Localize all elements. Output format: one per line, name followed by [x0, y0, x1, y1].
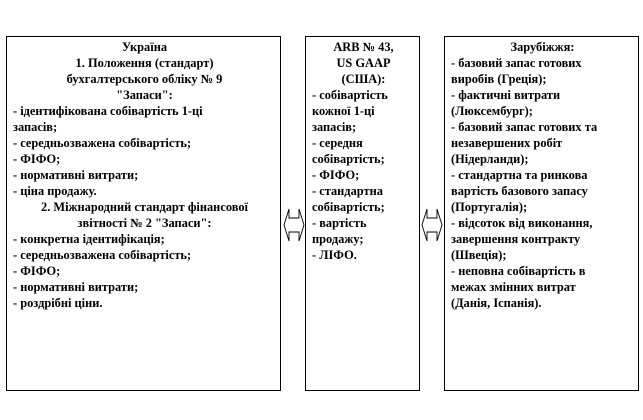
ukraine-box — [6, 36, 281, 391]
usa-line: - вартість — [312, 216, 367, 230]
ukraine-line: звітності № 2 "Запаси": — [77, 216, 212, 230]
ukraine-line: - ідентифікована собівартість 1-ці — [13, 104, 203, 118]
ukraine-line: "Запаси": — [116, 88, 173, 102]
ukraine-line: 2. Міжнародний стандарт фінансової — [41, 200, 248, 214]
ukraine-line: 1. Положення (стандарт) — [75, 56, 214, 70]
double-arrow-icon — [421, 208, 443, 242]
double-arrow-icon — [283, 208, 305, 242]
ukraine-line: - середньозважена собівартість; — [13, 248, 192, 262]
usa-line: кожної 1-ці — [312, 104, 375, 118]
ukraine-title: Україна — [121, 40, 168, 54]
usa-line: - собівартість — [312, 88, 388, 102]
foreign-box — [444, 36, 639, 391]
usa-line: собівартість; — [312, 152, 385, 166]
foreign-line: незавершених робіт — [451, 136, 563, 150]
ukraine-line: - середньозважена собівартість; — [13, 136, 192, 150]
foreign-line: - базовий запас готових та — [451, 120, 598, 134]
usa-line: собівартість; — [312, 200, 385, 214]
foreign-line: - фактичні витрати — [451, 88, 561, 102]
usa-line: продажу; — [312, 232, 364, 246]
usa-title-line: US GAAP — [336, 56, 391, 70]
foreign-line: - базовий запас готових — [451, 56, 582, 70]
ukraine-line: запасів; — [13, 120, 58, 134]
usa-box — [305, 36, 420, 391]
usa-title-line: ARB № 43, — [333, 40, 394, 54]
foreign-line: вартість базового запасу — [451, 184, 588, 198]
ukraine-line: - нормативні витрати; — [13, 280, 139, 294]
foreign-line: (Люксембург); — [451, 104, 533, 118]
ukraine-line: - нормативні витрати; — [13, 168, 139, 182]
ukraine-line: - ФІФО; — [13, 264, 61, 278]
foreign-line: виробів (Греція); — [451, 72, 547, 86]
foreign-line: - стандартна та ринкова — [451, 168, 588, 182]
ukraine-line: - ФІФО; — [13, 152, 61, 166]
foreign-line: межах змінних витрат — [451, 280, 576, 294]
ukraine-line: бухгалтерського обліку № 9 — [66, 72, 223, 86]
foreign-title: Зарубіжжя: — [510, 40, 575, 54]
foreign-line: (Данія, Іспанія). — [451, 296, 542, 310]
ukraine-line: - конкретна ідентифікація; — [13, 232, 165, 246]
usa-line: - ЛІФО. — [312, 248, 357, 262]
foreign-line: (Швеція); — [451, 248, 507, 262]
usa-title-line: (США): — [341, 72, 386, 86]
usa-line: - стандартна — [312, 184, 383, 198]
foreign-line: - неповна собівартість в — [451, 264, 586, 278]
usa-line: - середня — [312, 136, 363, 150]
usa-line: - ФІФО; — [312, 168, 360, 182]
foreign-line: - відсоток від виконання, — [451, 216, 593, 230]
ukraine-line: - ціна продажу. — [13, 184, 97, 198]
usa-line: запасів; — [312, 120, 357, 134]
ukraine-line: - роздрібні ціни. — [13, 296, 103, 310]
foreign-line: (Португалія); — [451, 200, 528, 214]
foreign-line: завершення контракту — [451, 232, 581, 246]
foreign-line: (Нідерланди); — [451, 152, 529, 166]
